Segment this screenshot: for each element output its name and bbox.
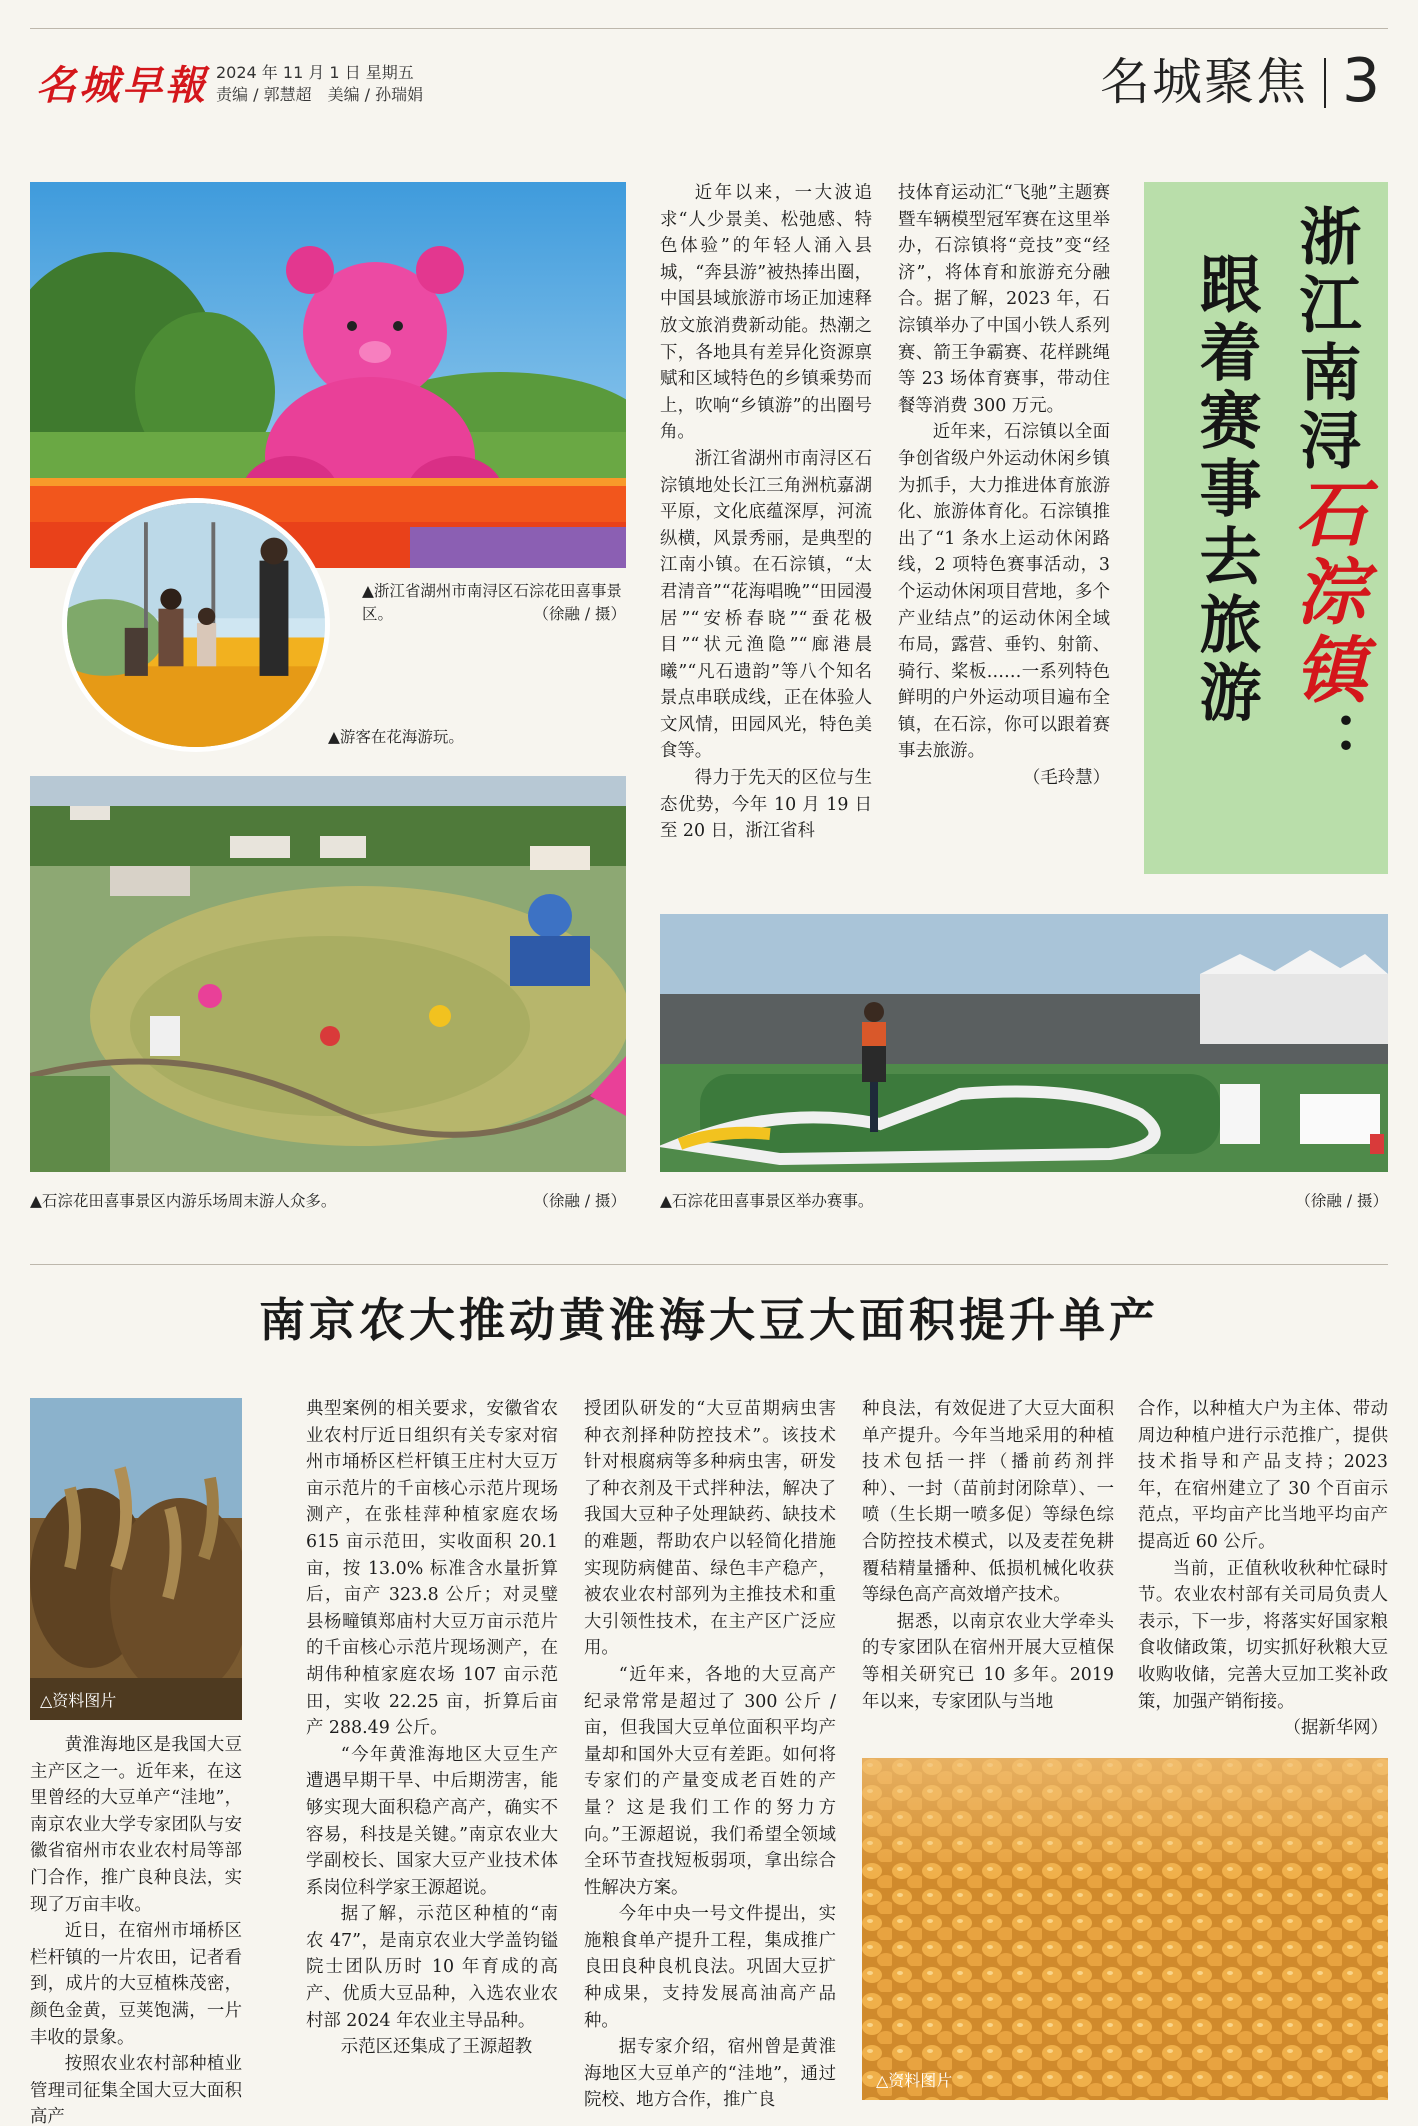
article2-col2-para: “今年黄淮海地区大豆生产遭遇早期干旱、中后期涝害，能够实现大面积稳产高产，确实不容易，科技是关键。”南京农业大学副校长、国家大豆产业技术体系岗位科学家王源超说。 [306,1744,558,1898]
article1-col1-para: 浙江省湖州市南浔区石淙镇地处长江三角洲杭嘉湖平原，文化底蕴深厚，河流纵横，风景秀丽，是典型的江南小镇。在石淙镇，“太君清音”“花海唱晚”“田园漫居”“安桥春晓”“蚕花极目”“状元渔隐”“廊港晨曦”“凡石遗韵”等八个知名景点串联成线，正在体验人文风情，田园风光，特色美食等。 [660,448,872,762]
article2-col4-para: 种良法，有效促进了大豆大面积单产提升。今年当地采用的种植技术包括一拌（播前药剂拌种）、一封（苗前封闭除草）、一喷（生长期一喷多促）等绿色综合防控技术模式，以及麦茬免耕覆秸精量播种、低损机械化收获等绿色高产高效增产技术。 [862,1399,1114,1606]
headline-line2: 跟着赛事去旅游 [1189,252,1262,728]
masthead-info [216,62,423,106]
article2-column-4 [862,1396,1114,1715]
caption-photo3 [660,1190,1388,1213]
top-rule [30,28,1388,29]
newspaper-logo: 名城早報 [36,62,208,109]
section-title: 名城聚焦 [1100,53,1308,111]
photo-aerial-playground [30,776,626,1172]
article2-col3-para: 授团队研发的“大豆苗期病虫害种衣剂择种防控技术”。该技术针对根腐病等多种病虫害，研发了种衣剂及干式拌种法，解决了我国大豆种子处理缺药、缺技术的难题，帮助农户以轻简化措施实现防病健苗、绿色丰产稳产，被农业农村部列为主推技术和重大引领性技术，在主产区广泛应用。 [584,1399,836,1659]
article2-col2-para: 典型案例的相关要求，安徽省农业农村厅近日组织有关专家对宿州市埇桥区栏杆镇王庄村大豆万亩示范片的千亩核心示范片现场测产，在张桂萍种植家庭农场 615 亩示范田，实收面积 20.1 亩，按 13.0% 标准含水量折算后，亩产 323.8 公斤；对灵璧县杨疃镇郑庙村大豆万亩示范片的千亩核心示范片现场测产，在胡伟种植家庭农场 107 亩示范田，实收 22.25 亩，折算后亩产 288.49 公斤。 [306,1399,558,1739]
caption-photo2-text: ▲石淙花田喜事景区内游乐场周末游人众多。 [30,1192,337,1210]
article1-col2-para: 技体育运动汇“飞驰”主题赛暨车辆模型冠军赛在这里举办，石淙镇将“竞技”变“经济”，将体育和旅游充分融合。据了解，2023 年，石淙镇举办了中国小铁人系列赛、箭王争霸赛、花样跳绳等 23 场体育赛事，带动住餐等消费 300 万元。 [898,183,1110,416]
photo-pink-bear-flower-field [30,182,626,568]
article1-byline: （毛玲慧） [1023,768,1110,789]
caption-photo2 [30,1190,626,1213]
article2-column-5 [1138,1396,1388,1742]
article2-col4-para: 据悉，以南京农业大学牵头的专家团队在宿州开展大豆植保等相关研究已 10 多年。2019 年以来，专家团队与当地 [862,1611,1114,1712]
article2-col5-para: 当前，正值秋收秋种忙碌时节。农业农村部有关司局负责人表示，下一步，将落实好国家粮食收储政策，切实抓好秋粮大豆收购收储，完善大豆加工奖补政策，加强产销衔接。 [1138,1558,1388,1712]
caption-photo1-credit: （徐融 / 摄） [533,605,626,623]
headline-colon: ： [1289,710,1362,778]
photo-circle-visitors [62,498,330,752]
photo-soybeans-closeup [862,1758,1388,2100]
article1-col1-para: 得力于先天的区位与生态优势，今年 10 月 19 日至 20 日，浙江省科 [660,768,872,842]
headline-column-left [1184,252,1266,728]
article2-col5-para: 合作，以种植大户为主体、带动周边种植户进行示范推广，提供技术指导和产品支持；2023 年，在宿州建立了 30 个百亩示范点，平均亩产比当地平均亩产提高近 60 公斤。 [1138,1399,1388,1552]
article1-col2-para: 近年来，石淙镇以全面争创省级户外运动休闲乡镇为抓手，大力推进体育旅游化、旅游体育化。石淙镇推出了“1 条水上运动休闲路线，2 项特色赛事活动，3 个运动休闲项目营地，多个产业结点”的运动休闲全域布局，露营、垂钓、射箭、骑行、桨板……一系列特色鲜明的户外运动项目遍布全镇，在石淙，你可以跟着赛事去旅游。 [898,422,1110,762]
page-number: 3 [1342,46,1381,116]
article1-col1-para: 近年以来，一大波追求“人少景美、松弛感、特色体验”的年轻人涌入县城，“奔县游”被热捧出圈，中国县域旅游市场正加速释放文旅消费新动能。热潮之下，各地具有差异化资源禀赋和区域特色的乡镇乘势而上，吹响“乡镇游”的出圈号角。 [660,183,872,443]
photo-soybean-plants [30,1398,242,1720]
caption-photo2-credit: （徐融 / 摄） [533,1192,626,1210]
caption-photo-circle: ▲游客在花海游玩。 [328,728,464,746]
article1-headline-box [1144,182,1388,874]
headline-line1: 浙江南浔 [1289,204,1362,476]
article2-col1-para: 近日，在宿州市埇桥区栏杆镇的一片农田，记者看到，成片的大豆植株茂密，颜色金黄，豆荚饱满，一片丰收的景象。 [30,1921,242,2048]
article2-headline: 南京农大推动黄淮海大豆大面积提升单产 [259,1293,1159,1347]
article2-col1-para: 按照农业农村部种植业管理司征集全国大豆大面积高产 [30,2054,242,2126]
headline-column-right [1284,204,1366,778]
article2-col3-para: 今年中央一号文件提出，实施粮食单产提升工程，集成推广良田良种良机良法。巩固大豆扩种成果，支持发展高油高产品种。 [584,1904,836,2031]
article1-column-1 [660,180,872,845]
article2-col3-para: “近年来，各地的大豆高产纪录常常是超过了 300 公斤 / 亩，但我国大豆单位面积平均产量却和国外大豆有差距。如何将专家们的产量变成老百姓的产量？这是我们工作的努力方向。”王源超说，我们希望全领域全环节查找短板弱项，拿出综合性解决方案。 [584,1664,836,1898]
article2-column-3 [584,1396,836,2114]
photo-label-soybean-plants: △资料图片 [40,1691,117,1710]
article2-column-1 [30,1732,242,2126]
article1-column-2 [898,180,1110,792]
article2-column-2 [306,1396,558,2061]
caption-photo1 [362,580,626,626]
editor-credits: 责编 / 郭慧超 美编 / 孙瑞娟 [216,85,424,104]
article2-col1-para: 黄淮海地区是我国大豆主产区之一。近年来，在这里曾经的大豆单产“洼地”，南京农业大学专家团队与安徽省宿州市农业农村局等部门合作，推广良种良法，实现了万亩丰收。 [30,1735,242,1915]
photo-label-soybeans: △资料图片 [876,2071,953,2090]
article2-col2-para: 示范区还集成了王源超教 [340,2037,533,2058]
article2-col3-para: 据专家介绍，宿州曾是黄淮海地区大豆单产的“洼地”，通过院校、地方合作，推广良 [584,2037,836,2111]
article2-col2-para: 据了解，示范区种植的“南农 47”，是南京农业大学盖钧镒院士团队历时 10 年育成的高产、优质大豆品种，入选农业农村部 2024 年农业主导品种。 [306,1904,558,2031]
issue-date: 2024 年 11 月 1 日 星期五 [216,63,414,82]
caption-photo1-text: ▲浙江省湖州市南浔区石淙花田喜事景区。 [362,582,622,623]
article2-byline: （据新华网） [1283,1718,1388,1739]
caption-photo3-text: ▲石淙花田喜事景区举办赛事。 [660,1192,874,1210]
section-divider [1324,58,1326,108]
caption-photo3-credit: （徐融 / 摄） [1295,1192,1388,1210]
middle-rule [30,1264,1388,1265]
photo-race-event [660,914,1388,1172]
headline-highlight: 石淙镇 [1283,476,1368,710]
